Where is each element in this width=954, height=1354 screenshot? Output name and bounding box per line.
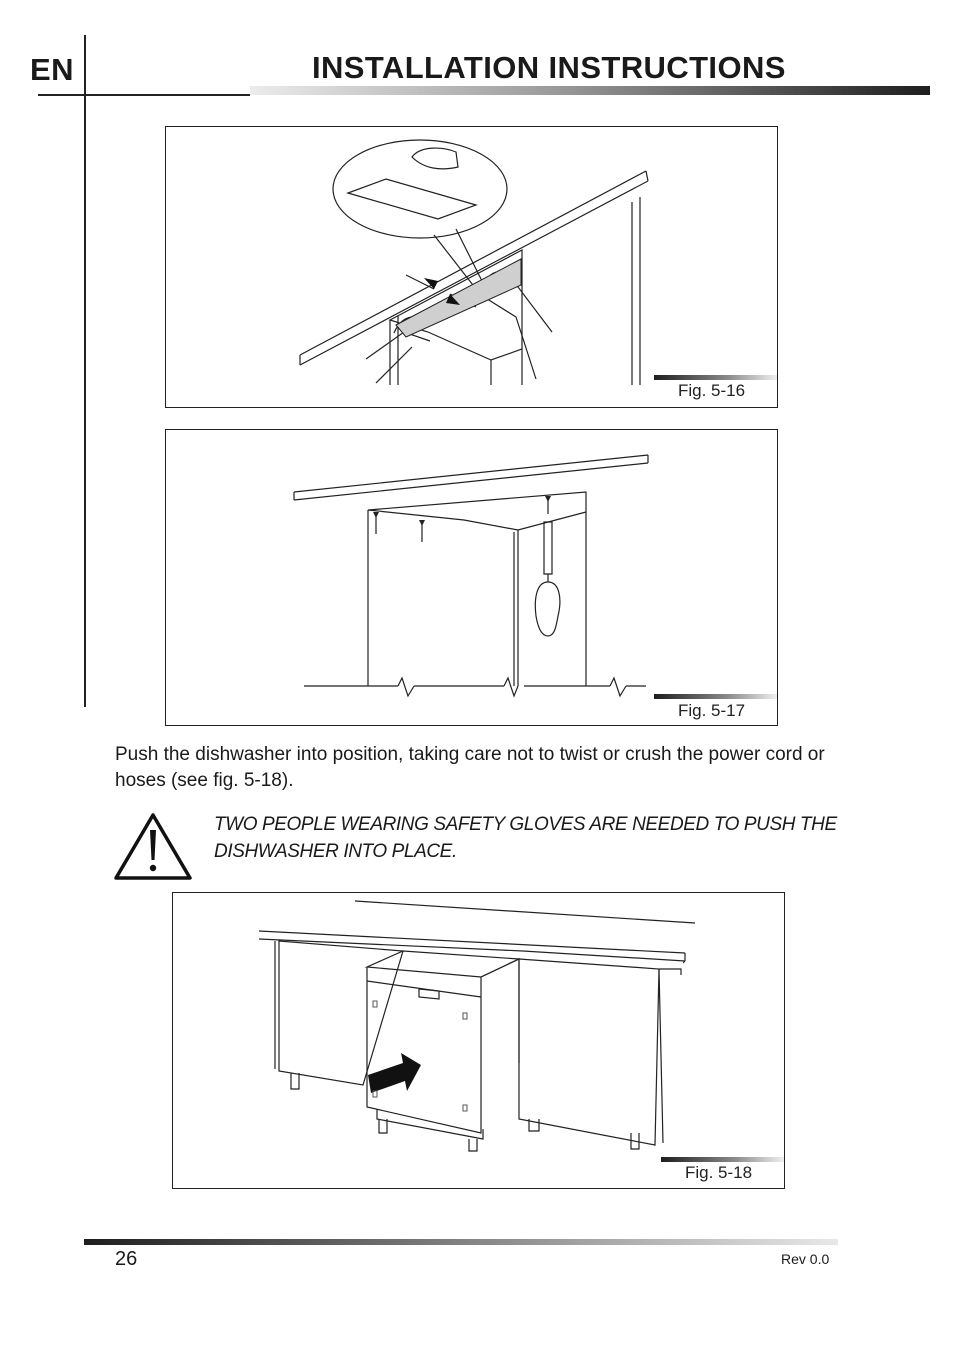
footer-gradient-bar <box>84 1239 838 1245</box>
fig-5-17-label-bar <box>654 694 777 699</box>
fig-5-18-label: Fig. 5-18 <box>685 1163 753 1182</box>
figure-5-16 <box>165 126 778 408</box>
figure-5-18 <box>172 892 785 1189</box>
header-rule <box>38 94 250 96</box>
fig-5-16-label: Fig. 5-16 <box>678 381 746 400</box>
title-gradient-bar <box>250 86 930 95</box>
fig-5-17-illustration <box>166 430 777 725</box>
fig-5-16-illustration <box>166 127 777 407</box>
revision-label: Rev 0.0 <box>781 1251 830 1267</box>
fig-5-18-illustration <box>173 893 784 1188</box>
fig-5-17-label: Fig. 5-17 <box>678 701 746 720</box>
fig-5-16-label-bar <box>654 375 777 380</box>
page-number: 26 <box>115 1248 138 1270</box>
fig-5-18-label-bar <box>661 1157 784 1162</box>
instruction-paragraph: Push the dishwasher into position, taking care not to twist or crush the power cord or hoses (see fig. 5-18). <box>115 744 825 791</box>
warning-triangle-icon <box>114 812 192 880</box>
page-title: INSTALLATION INSTRUCTIONS <box>312 50 786 85</box>
margin-rule <box>84 35 86 707</box>
language-code: EN <box>30 52 75 87</box>
safety-warning-text: TWO PEOPLE WEARING SAFETY GLOVES ARE NEEDED TO PUSH THE DISHWASHER INTO PLACE. <box>214 814 837 862</box>
figure-5-17 <box>165 429 778 726</box>
